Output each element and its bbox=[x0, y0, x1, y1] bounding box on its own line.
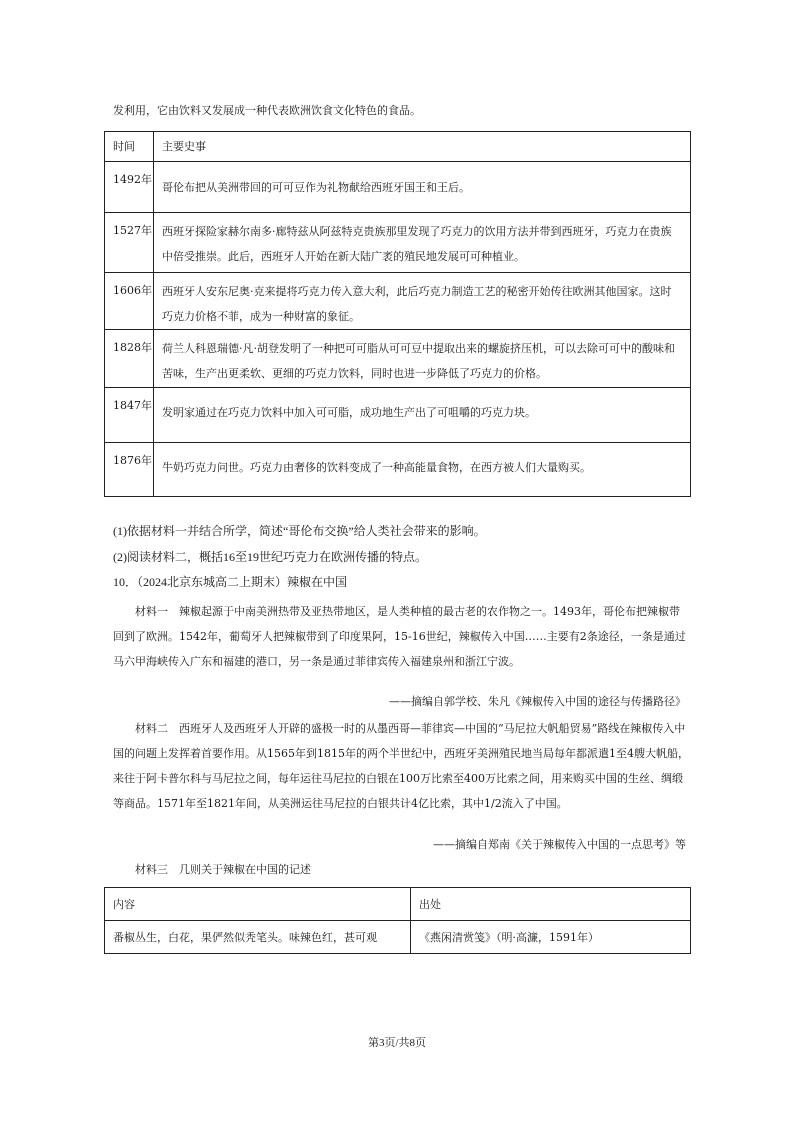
material-1-source: ——摘编自郭学校、朱凡《辣椒传入中国的途径与传播路径》 bbox=[389, 695, 686, 708]
row-year: 1606年 bbox=[105, 273, 154, 330]
header-time: 时间 bbox=[105, 132, 154, 162]
record-content: 番椒丛生，白花，果俨然似秃笔头。味辣色红，甚可观 bbox=[105, 921, 411, 954]
row-event: 发明家通过在巧克力饮料中加入可可脂，成功地生产出了可咀嚼的巧克力块。 bbox=[154, 388, 691, 443]
page-footer: 第3页/共8页 bbox=[367, 1037, 427, 1049]
table-row bbox=[105, 921, 691, 954]
row-event: 荷兰人科恩瑞德·凡·胡登发明了一种把可可脂从可可豆中提取出来的螺旋挤压机，可以去除可可中的酸味和苦味，生产出更柔软、更细的巧克力饮料，同时也进一步降低了巧克力的价格。 bbox=[154, 330, 691, 388]
material-3-title: 材料三 几则关于辣椒在中国的记述 bbox=[135, 863, 311, 876]
table-header-row bbox=[105, 132, 691, 162]
header-content: 内容 bbox=[105, 888, 411, 921]
table-row bbox=[105, 162, 691, 213]
material-2: 材料二 西班牙人及西班牙人开辟的盛极一时的从墨西哥—菲律宾—中国的“马尼拉大帆船贸易”路线在辣椒传入中国的问题上发挥着首要作用。从1565年到1815年的两个半世纪中，西班牙美洲殖民地当局每年都派遣1至4艘大帆船，来往于阿卡普尔科与马尼拉之间，每年运往马尼拉的白银在100万比索至400万比索之间，用来购买中国的生丝、绸缎等商品。1571年至1821年间，从美洲运往马尼拉的白银共计4亿比索，其中1/2流入了中国。 bbox=[113, 722, 689, 810]
material-1: 材料一 辣椒起源于中南美洲热带及亚热带地区，是人类种植的最古老的农作物之一。1493年，哥伦布把辣椒带回到了欧洲。1542年，葡萄牙人把辣椒带到了印度果阿，15-16世纪，辣椒传入中国……主要有2条途径，一条是通过马六甲海峡传入广东和福建的港口，另一条是通过菲律宾传入福建泉州和浙江宁波。 bbox=[113, 605, 686, 668]
row-year: 1527年 bbox=[105, 213, 154, 273]
row-event: 哥伦布把从美洲带回的可可豆作为礼物献给西班牙国王和王后。 bbox=[154, 162, 691, 213]
row-year: 1828年 bbox=[105, 330, 154, 388]
row-year: 1876年 bbox=[105, 443, 154, 497]
material-2-source: ——摘编自郑南《关于辣椒传入中国的一点思考》等 bbox=[433, 838, 686, 851]
question-1: (1)依据材料一并结合所学，简述“哥伦布交换”给人类社会带来的影响。 bbox=[113, 524, 486, 538]
record-source: 《燕闲清赏笺》（明·高濂，1591年） bbox=[411, 921, 691, 954]
table-row bbox=[105, 443, 691, 497]
table-row bbox=[105, 273, 691, 330]
problem-10-heading: 10．（2024北京东城高二上期末）辣椒在中国 bbox=[113, 575, 348, 589]
intro-line: 发利用，它由饮料又发展成一种代表欧洲饮食文化特色的食品。 bbox=[113, 104, 421, 117]
table-row bbox=[105, 388, 691, 443]
header-events: 主要史事 bbox=[154, 132, 691, 162]
table-header-row bbox=[105, 888, 691, 921]
row-event: 西班牙人安东尼奥·克来提将巧克力传入意大利，此后巧克力制造工艺的秘密开始传往欧洲其他国家。这时巧克力价格不菲，成为一种财富的象征。 bbox=[154, 273, 691, 330]
row-event: 牛奶巧克力问世。巧克力由奢侈的饮料变成了一种高能量食物，在西方被人们大量购买。 bbox=[154, 443, 691, 497]
table-row bbox=[105, 330, 691, 388]
row-year: 1847年 bbox=[105, 388, 154, 443]
question-2: (2)阅读材料二，概括16至19世纪巧克力在欧洲传播的特点。 bbox=[113, 550, 427, 564]
pepper-records-table bbox=[104, 887, 691, 954]
row-year: 1492年 bbox=[105, 162, 154, 213]
row-event: 西班牙探险家赫尔南多·廊特兹从阿兹特克贵族那里发现了巧克力的饮用方法并带到西班牙，巧克力在贵族中倍受推崇。此后，西班牙人开始在新大陆广袤的殖民地发展可可种植业。 bbox=[154, 213, 691, 273]
chocolate-history-table bbox=[104, 131, 691, 497]
table-row bbox=[105, 213, 691, 273]
header-source: 出处 bbox=[411, 888, 691, 921]
